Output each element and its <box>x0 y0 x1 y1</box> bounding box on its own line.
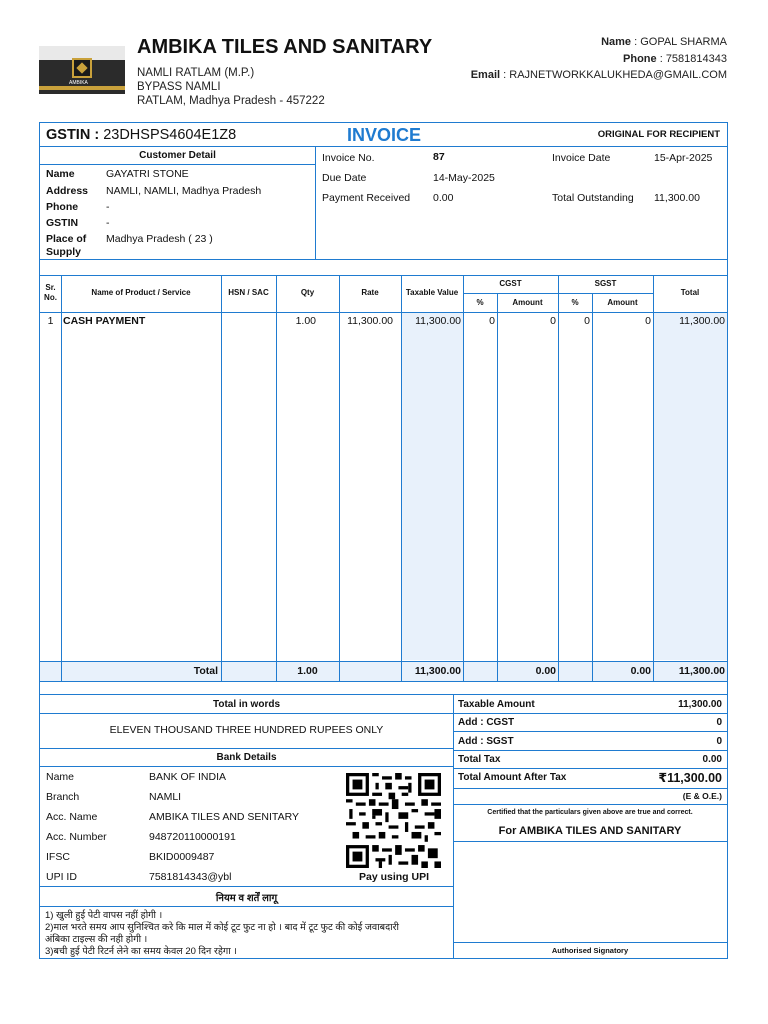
col-taxable-header: Taxable Value <box>405 288 459 297</box>
item-cgst-pct: 0 <box>489 315 495 327</box>
terms-list <box>45 910 450 958</box>
customer-heading: Customer Detail <box>139 150 216 161</box>
customer-name: GAYATRI STONE <box>106 168 189 180</box>
item-sgst-amount: 0 <box>645 315 651 327</box>
bank-branch-label: Branch <box>46 791 80 803</box>
summary-taxable-label: Taxable Amount <box>458 699 535 710</box>
company-address-line2: BYPASS NAMLI <box>137 81 221 93</box>
col-cgst-amount-header: Amount <box>512 298 543 307</box>
contact-name-value: GOPAL SHARMA <box>640 36 727 48</box>
col-sgst-header: SGST <box>594 279 617 288</box>
summary-total-tax-label: Total Tax <box>458 754 501 765</box>
summary-cgst-value: 0 <box>716 717 722 728</box>
bank-ifsc-value: BKID0009487 <box>149 851 215 863</box>
invoice-frame <box>39 122 728 959</box>
terms-line-1: 1) खुली हुई पेटी वापस नहीं होगी । <box>45 910 163 921</box>
item-total: 11,300.00 <box>679 315 725 327</box>
totals-taxable: 11,300.00 <box>414 665 461 677</box>
customer-address: NAMLI, NAMLI, Madhya Pradesh <box>106 185 262 197</box>
terms-line-2a: 2)माल भरते समय आप सुनिश्चित करे कि माल में कोई टूट फुट ना हो । बाद में टूट फुट की कोई जवाबदारी <box>45 922 399 933</box>
contact-phone-label: Phone <box>623 53 657 65</box>
company-name: AMBIKA TILES AND SANITARY <box>137 36 433 58</box>
certified-text: Certified that the particulars given above are true and correct. <box>487 809 693 816</box>
invoice-date-label: Invoice Date <box>552 152 611 164</box>
seller-gstin <box>46 127 236 143</box>
total-outstanding-label: Total Outstanding <box>552 192 634 204</box>
bank-acc-number-value: 948720110000191 <box>149 831 236 843</box>
payment-received-label: Payment Received <box>322 192 411 204</box>
payment-received: 0.00 <box>433 192 454 204</box>
customer-phone-label: Phone <box>46 201 79 213</box>
item-sr: 1 <box>47 315 54 327</box>
col-cgst-pct-header: % <box>476 298 484 307</box>
upi-caption: Pay using UPI <box>358 871 430 883</box>
item-sgst-pct: 0 <box>584 315 590 327</box>
summary-taxable-value: 11,300.00 <box>678 699 722 710</box>
gstin-value: 23DHSPS4604E1Z8 <box>103 127 237 143</box>
customer-address-label: Address <box>46 185 89 197</box>
bank-branch-value: NAMLI <box>149 791 182 803</box>
bank-heading: Bank Details <box>216 752 277 763</box>
total-outstanding: 11,300.00 <box>654 192 700 204</box>
summary-cgst-label: Add : CGST <box>458 717 515 728</box>
bank-ifsc-label: IFSC <box>46 851 70 863</box>
logo-text: AMBIKA <box>69 80 88 86</box>
invoice-date: 15-Apr-2025 <box>654 152 713 164</box>
col-sr-line1: Sr. <box>45 283 56 292</box>
col-qty-header: Qty <box>300 288 315 297</box>
totals-label: Total <box>193 665 218 677</box>
bank-acc-name-label: Acc. Name <box>46 811 98 823</box>
col-sgst-pct-header: % <box>571 298 579 307</box>
contact-phone: Phone : 7581814343 <box>623 53 727 65</box>
col-rate-header: Rate <box>361 288 379 297</box>
invoice-no: 87 <box>433 151 445 163</box>
amount-in-words: ELEVEN THOUSAND THREE HUNDRED RUPEES ONLY <box>109 724 384 736</box>
contact-name: Name : GOPAL SHARMA <box>601 36 727 48</box>
summary-sgst-label: Add : SGST <box>458 736 514 747</box>
customer-pos-label-1: Place of <box>46 233 87 245</box>
col-sr-line2: No. <box>44 293 57 302</box>
totals-total: 11,300.00 <box>678 665 725 677</box>
totals-sgst-amount: 0.00 <box>630 665 651 677</box>
company-address-line1: NAMLI RATLAM (M.P.) <box>137 67 255 79</box>
invoice-title: INVOICE <box>347 125 422 145</box>
col-total-header: Total <box>680 288 700 297</box>
bank-acc-name-value: AMBIKA TILES AND SENITARY <box>149 811 299 823</box>
bank-name-value: BANK OF INDIA <box>149 771 227 783</box>
due-date-label: Due Date <box>322 172 367 184</box>
invoice-no-label: Invoice No. <box>322 152 375 164</box>
summary-after-tax-label: Total Amount After Tax <box>458 772 567 783</box>
gstin-label: GSTIN : <box>46 127 100 143</box>
customer-phone: - <box>106 201 110 213</box>
terms-heading: नियम व शर्तें लागू <box>215 893 278 904</box>
company-logo <box>39 46 125 94</box>
due-date: 14-May-2025 <box>433 172 495 184</box>
summary-total-tax-value: 0.00 <box>702 754 722 765</box>
col-hsn-header: HSN / SAC <box>228 288 269 297</box>
summary-eoe: (E & O.E.) <box>682 791 722 801</box>
customer-gstin: - <box>106 217 110 229</box>
contact-name-label: Name <box>601 36 632 48</box>
terms-line-3: 3)बची हुई पेटी रिटर्न लेने का समय केवल 20 दिन रहेगा । <box>45 946 237 957</box>
customer-pos-label-2: Supply <box>46 246 82 258</box>
terms-line-2b: अंबिका टाइल्स की नही होगी । <box>45 934 148 945</box>
copy-label: ORIGINAL FOR RECIPIENT <box>597 129 720 140</box>
totals-qty: 1.00 <box>297 665 318 677</box>
col-sgst-amount-header: Amount <box>607 298 638 307</box>
contact-email: Email : RAJNETWORKKALUKHEDA@GMAIL.COM <box>470 69 727 81</box>
contact-phone-value: 7581814343 <box>665 53 727 65</box>
item-rate: 11,300.00 <box>347 315 393 327</box>
contact-email-label: Email <box>470 69 501 81</box>
summary-sgst-value: 0 <box>716 736 722 747</box>
item-qty: 1.00 <box>295 315 316 327</box>
col-product-header: Name of Product / Service <box>91 288 191 297</box>
col-sr-header <box>40 283 61 303</box>
item-cgst-amount: 0 <box>550 315 556 327</box>
for-company-text: For AMBIKA TILES AND SANITARY <box>498 825 682 837</box>
company-address-line3: RATLAM, Madhya Pradesh - 457222 <box>137 95 325 107</box>
customer-gstin-label: GSTIN <box>46 217 79 229</box>
customer-pos: Madhya Pradesh ( 23 ) <box>106 233 213 245</box>
col-cgst-header: CGST <box>499 279 522 288</box>
bank-upi-label: UPI ID <box>46 871 77 883</box>
bank-name-label: Name <box>46 771 75 783</box>
authorised-signatory: Authorised Signatory <box>551 946 629 955</box>
contact-email-value: RAJNETWORKKALUKHEDA@GMAIL.COM <box>509 69 727 81</box>
upi-qr-code <box>345 773 442 868</box>
bank-upi-value: 7581814343@ybl <box>149 871 232 883</box>
words-heading: Total in words <box>212 699 281 710</box>
bank-acc-number-label: Acc. Number <box>46 831 107 843</box>
customer-name-label: Name <box>46 168 75 180</box>
summary-after-tax-value: ₹11,300.00 <box>658 771 722 785</box>
item-product: CASH PAYMENT <box>63 315 146 327</box>
totals-cgst-amount: 0.00 <box>535 665 556 677</box>
item-taxable: 11,300.00 <box>415 315 461 327</box>
